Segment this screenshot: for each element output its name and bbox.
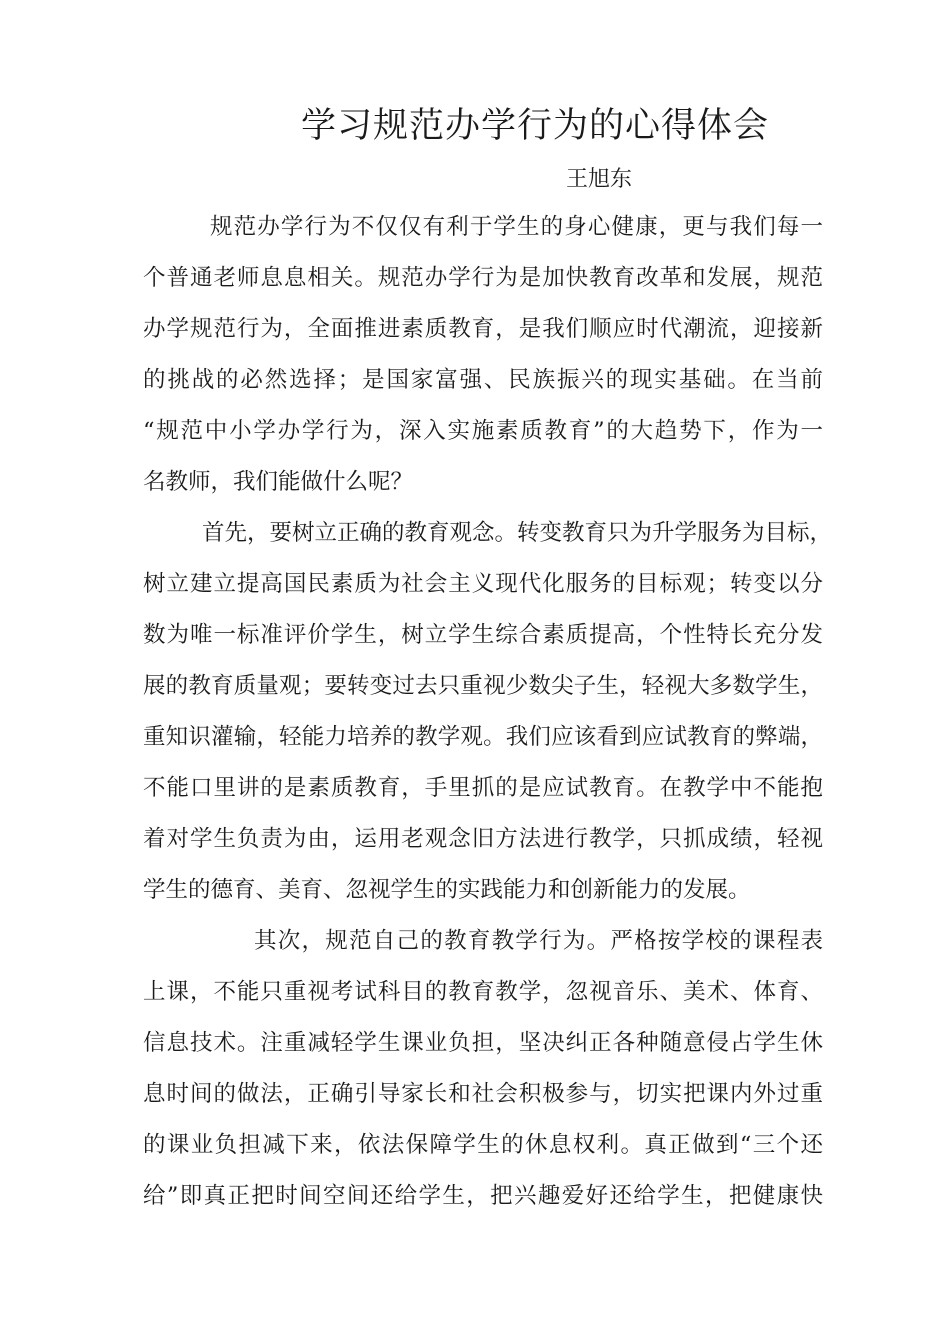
document-author: 王旭东 xyxy=(566,167,633,192)
paragraph-line: 息时间的做法，正确引导家长和社会积极参与，切实把课内外过重 xyxy=(143,1081,823,1107)
paragraph-line: 重知识灌输，轻能力培养的教学观。我们应该看到应试教育的弊端， xyxy=(143,724,823,750)
paragraph-line: 着对学生负责为由，运用老观念旧方法进行教学，只抓成绩，轻视 xyxy=(143,826,823,852)
paragraph-line: 信息技术。注重减轻学生课业负担，坚决纠正各种随意侵占学生休 xyxy=(143,1030,823,1056)
paragraph-line: 首先，要树立正确的教育观念。转变教育只为升学服务为目标， xyxy=(202,520,833,546)
paragraph-line: 规范办学行为不仅仅有利于学生的身心健康，更与我们每一 xyxy=(210,214,823,240)
paragraph-line: 展的教育质量观；要转变过去只重视少数尖子生，轻视大多数学生， xyxy=(143,673,823,699)
paragraph-line: 不能口里讲的是素质教育，手里抓的是应试教育。在教学中不能抱 xyxy=(143,775,823,801)
paragraph-line: 树立建立提高国民素质为社会主义现代化服务的目标观；转变以分 xyxy=(143,571,823,597)
paragraph-line: 给”即真正把时间空间还给学生，把兴趣爱好还给学生，把健康快 xyxy=(143,1183,823,1209)
paragraph-line: 上课，不能只重视考试科目的教育教学，忽视音乐、美术、体育、 xyxy=(143,979,823,1005)
document-title: 学习规范办学行为的心得体会 xyxy=(301,106,770,146)
paragraph-line: 的课业负担减下来，依法保障学生的休息权利。真正做到“三个还 xyxy=(143,1132,823,1158)
paragraph-line: 其次，规范自己的教育教学行为。严格按学校的课程表 xyxy=(254,928,823,954)
paragraph-line: 数为唯一标准评价学生，树立学生综合素质提高，个性特长充分发 xyxy=(143,622,823,648)
paragraph-line: 办学规范行为，全面推进素质教育，是我们顺应时代潮流，迎接新 xyxy=(143,316,823,342)
paragraph-line: “规范中小学办学行为，深入实施素质教育”的大趋势下，作为一 xyxy=(143,418,823,444)
paragraph-line: 学生的德育、美育、忽视学生的实践能力和创新能力的发展。 xyxy=(143,877,751,903)
paragraph-line: 个普通老师息息相关。规范办学行为是加快教育改革和发展，规范 xyxy=(143,265,823,291)
paragraph-line: 名教师，我们能做什么呢？ xyxy=(143,469,414,495)
paragraph-line: 的挑战的必然选择；是国家富强、民族振兴的现实基础。在当前 xyxy=(143,367,823,393)
